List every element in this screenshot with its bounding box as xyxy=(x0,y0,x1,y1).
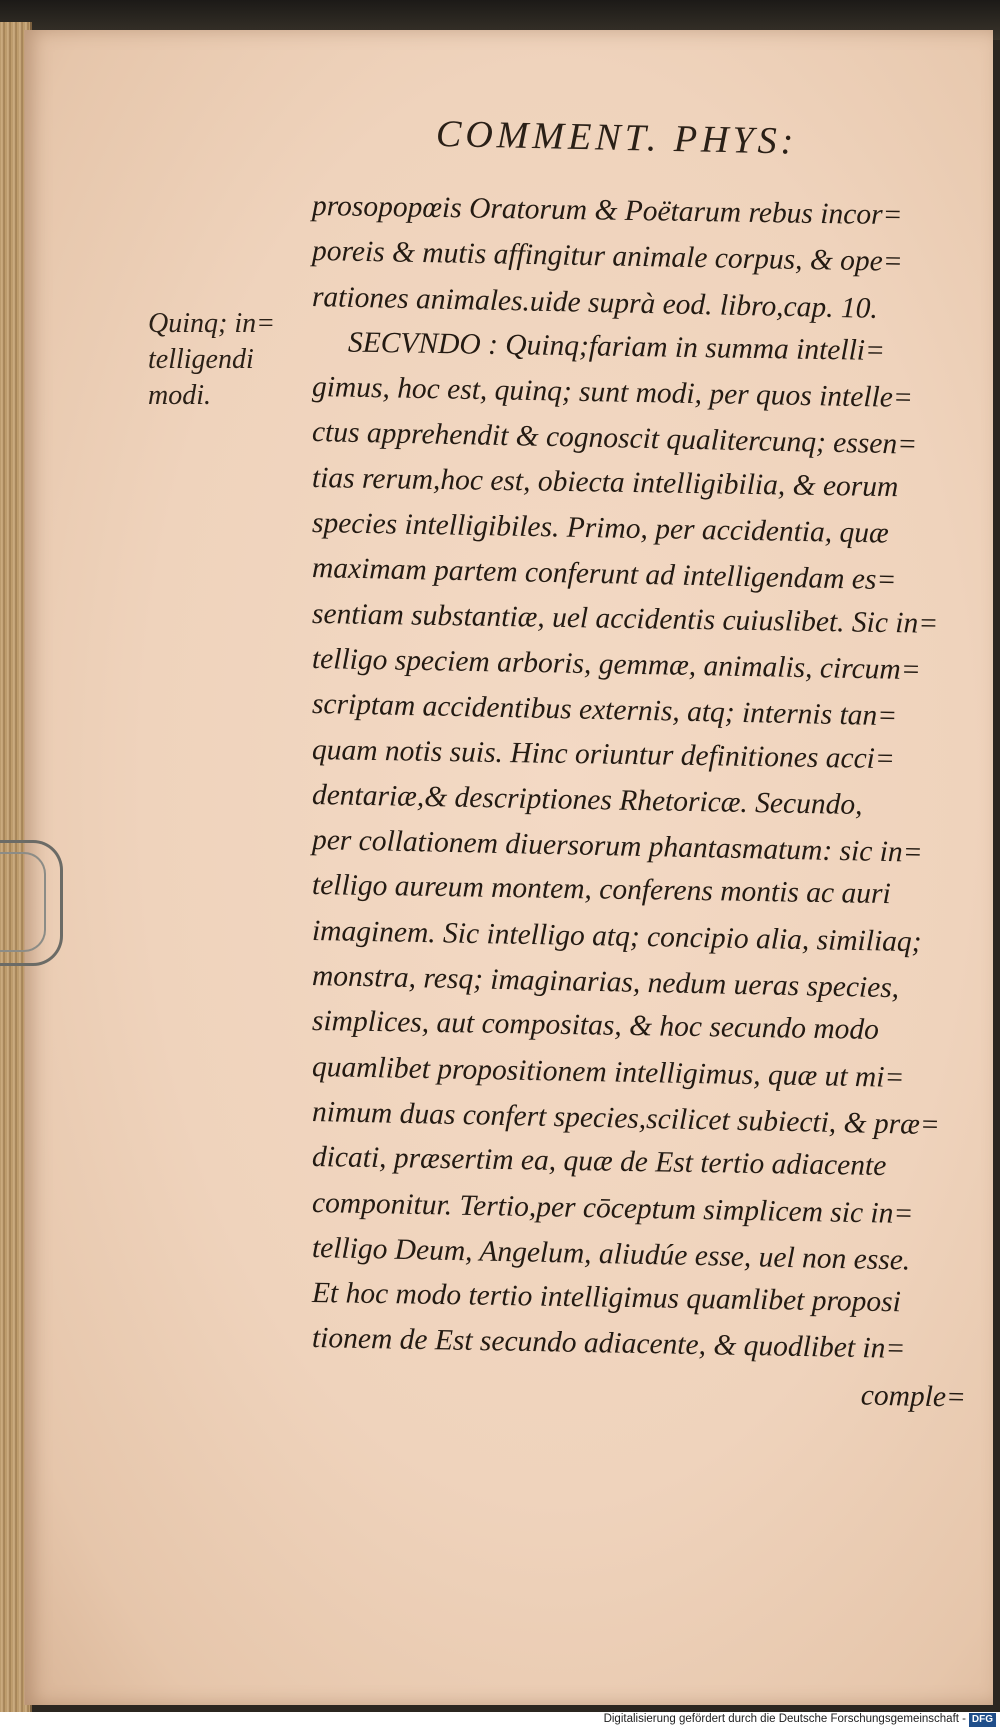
marginal-note-line: modi. xyxy=(148,380,211,411)
text-line: quam notis suis. Hinc oriuntur definitiones acci= xyxy=(311,733,896,775)
catchword: comple= xyxy=(860,1379,967,1414)
text-line: prosopopœis Oratorum & Poëtarum rebus incor= xyxy=(311,190,903,232)
running-head: COMMENT. PHYS: xyxy=(435,113,798,163)
text-line: sentiam substantiæ, uel accidentis cuiuslibet. Sic in= xyxy=(311,597,939,640)
text-line: scriptam accidentibus externis, atq; internis tan= xyxy=(311,688,898,733)
text-line: poreis & mutis affingitur animale corpus, & ope= xyxy=(311,235,903,279)
text-line: Et hoc modo tertio intelligimus quamlibet proposi xyxy=(311,1277,902,1319)
text-line: quamlibet propositionem intelligimus, quæ ut mi= xyxy=(311,1050,905,1094)
text-line: monstra, resq; imaginarias, nedum ueras species, xyxy=(311,960,900,1005)
text-line: maximam partem conferunt ad intelligendam es= xyxy=(311,552,897,597)
text-line: dentariæ,& descriptiones Rhetoricæ. Secundo, xyxy=(311,778,863,821)
text-line: imaginem. Sic intelligo atq; concipio alia, similiaq; xyxy=(311,914,922,958)
text-line: SECVNDO : Quinq;fariam in summa intelli= xyxy=(347,326,886,367)
text-line: species intelligibiles. Primo, per accidentia, quæ xyxy=(311,507,890,550)
text-line: rationes animales.uide suprà eod. libro,cap. 10. xyxy=(311,280,879,325)
marginal-note-line: Quinq; in= xyxy=(148,308,275,339)
text-line: ctus apprehendit & cognoscit qualitercunq; essen= xyxy=(311,416,918,462)
dfg-logo: DFG xyxy=(969,1713,996,1727)
text-line: telligo aureum montem, conferens montis ac auri xyxy=(311,869,891,911)
text-line: gimus, hoc est, quinq; sunt modi, per quos intelle= xyxy=(311,371,914,415)
footer-credit: Digitalisierung gefördert durch die Deutsche Forschungsgemeinschaft - xyxy=(603,1713,966,1725)
text-line: componitur. Tertio,per cōceptum simplicem sic in= xyxy=(311,1186,914,1230)
text-line: telligo Deum, Angelum, aliudúe esse, uel non esse. xyxy=(311,1231,911,1277)
marginal-note-line: telligendi xyxy=(148,344,254,375)
text-line: tionem de Est secundo adiacente, & quodlibet in= xyxy=(311,1322,906,1366)
text-line: tias rerum,hoc est, obiecta intelligibilia, & eorum xyxy=(311,461,899,503)
text-line: per collationem diuersorum phantasmatum: sic in= xyxy=(311,824,923,869)
text-line: telligo speciem arboris, gemmæ, animalis, circum= xyxy=(311,642,921,687)
text-line: nimum duas confert species,scilicet subiecti, & præ= xyxy=(311,1095,941,1142)
text-line: dicati, præsertim ea, quæ de Est tertio adiacente xyxy=(311,1141,887,1183)
marginal-note xyxy=(148,306,298,414)
page-clip-inner xyxy=(0,852,46,952)
body-text xyxy=(311,184,972,1414)
text-line: simplices, aut compositas, & hoc secundo modo xyxy=(311,1005,880,1047)
